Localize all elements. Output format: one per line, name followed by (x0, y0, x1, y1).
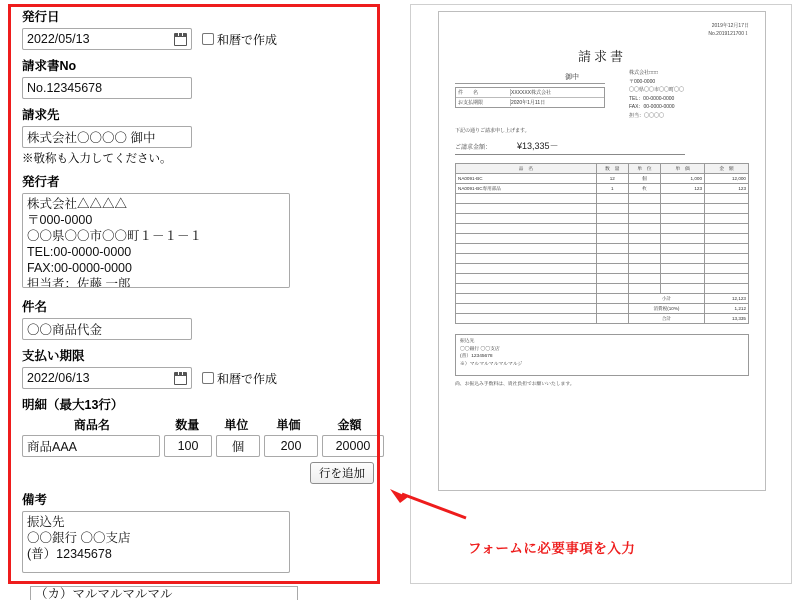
doc-col-name: 品 名 (456, 164, 597, 174)
issuer-label: 発行者 (22, 175, 60, 189)
due-date-wareki-label: 和暦で作成 (217, 371, 278, 386)
doc-summary-value: 1,212 (705, 304, 749, 314)
doc-col-amount: 金 額 (705, 164, 749, 174)
doc-issuer-line: FAX：00-0000-0000 (629, 104, 675, 110)
invoice-no-field (22, 59, 382, 99)
doc-bank-box (455, 334, 749, 376)
detail-amount-input[interactable] (322, 435, 384, 457)
due-date-label: 支払い期限 (22, 349, 85, 363)
doc-col-qty: 数 量 (596, 164, 628, 174)
doc-issuer-line: TEL：00-0000-0000 (629, 95, 675, 102)
due-date-field (22, 349, 382, 389)
doc-bank-line: 振込先 (460, 339, 475, 344)
doc-meta-value: XXXXXX株式会社 (511, 90, 552, 96)
doc-summary-row (456, 304, 749, 314)
doc-total-line (455, 139, 685, 155)
detail-name-input[interactable] (22, 435, 160, 457)
doc-meta-box (455, 87, 605, 108)
doc-item-row-empty (456, 194, 749, 204)
remarks-field (22, 493, 382, 576)
due-date-value: 2022/06/13 (27, 371, 90, 385)
doc-item-unit: 枚 (628, 184, 660, 194)
doc-item-name: NA0091-BC (456, 174, 597, 184)
doc-title: 請求書 (577, 49, 626, 64)
doc-date: 2019年12月17日 (711, 23, 749, 29)
bill-to-label: 請求先 (22, 108, 60, 122)
subject-label: 件名 (22, 300, 48, 314)
doc-item-row-empty (456, 264, 749, 274)
doc-total-label: ご請求金額： (455, 145, 492, 151)
doc-item-row-empty (456, 224, 749, 234)
checkbox-box-icon[interactable] (202, 33, 214, 45)
detail-price-input[interactable] (264, 435, 318, 457)
doc-item-row-empty (456, 214, 749, 224)
calendar-icon[interactable] (174, 372, 187, 385)
doc-total-value: ¥13,335－ (517, 141, 559, 151)
subject-input[interactable] (22, 318, 192, 340)
doc-bank-line: (普）12345678 (460, 354, 493, 359)
doc-meta-row (456, 98, 604, 107)
doc-greeting: 下記の通りご請求申し上げます。 (455, 128, 530, 134)
doc-item-row-empty (456, 274, 749, 284)
details-section (22, 398, 382, 484)
annotation-arrow-icon (388, 484, 468, 524)
doc-header-right (455, 22, 749, 38)
bottom-clipped-input[interactable]: （カ）マルマルマルマル (30, 586, 298, 600)
doc-items-table (455, 163, 749, 324)
remarks-label: 備考 (22, 493, 48, 507)
doc-item-row (456, 174, 749, 184)
doc-meta-value: 2020年1月11日 (511, 100, 546, 106)
doc-col-unit: 単 位 (628, 164, 660, 174)
doc-to-suffix: 御中 (565, 74, 579, 81)
doc-item-row (456, 184, 749, 194)
due-date-wareki-checkbox[interactable] (202, 370, 277, 387)
doc-issuer-line: 担当：〇〇〇〇 (629, 112, 665, 119)
doc-issuer-line: 〇〇県〇〇市〇〇町〇〇 (629, 87, 685, 93)
doc-summary-value: 12,123 (705, 294, 749, 304)
col-header-unit: 単位 (224, 418, 249, 432)
doc-item-qty: 1 (596, 184, 628, 194)
doc-issuer-line: 株式会社□□□ (629, 70, 659, 76)
issue-date-field (22, 10, 382, 50)
issue-date-wareki-checkbox[interactable] (202, 31, 277, 48)
checkbox-box-icon[interactable] (202, 372, 214, 384)
doc-meta-key: 件 名 (458, 89, 511, 96)
doc-meta-key: お支払期限 (458, 99, 511, 106)
doc-item-row-empty (456, 204, 749, 214)
doc-number: No.2019121700１ (708, 31, 749, 37)
issuer-textarea[interactable] (22, 193, 290, 288)
invoice-form (8, 2, 378, 600)
doc-item-unit: 個 (628, 174, 660, 184)
issue-date-input[interactable] (22, 28, 192, 50)
doc-summary-value: 13,335 (705, 314, 749, 324)
detail-unit-input[interactable] (216, 435, 260, 457)
col-header-amount: 金額 (337, 418, 362, 432)
bill-to-field (22, 108, 382, 166)
subject-field (22, 300, 382, 340)
doc-item-amount: 123 (705, 184, 749, 194)
details-label: 明細（最大13行） (22, 398, 124, 412)
doc-item-row-empty (456, 244, 749, 254)
doc-bank-line: ※）マルマルマルマルマルジ (460, 361, 523, 367)
doc-summary-label: 消費税(10%) (628, 304, 704, 314)
bill-to-input[interactable] (22, 126, 192, 148)
issue-date-wareki-label: 和暦で作成 (217, 32, 278, 47)
due-date-input[interactable] (22, 367, 192, 389)
doc-to-block (455, 69, 605, 120)
doc-items-header (456, 164, 749, 174)
doc-item-row-empty (456, 254, 749, 264)
doc-meta-row (456, 88, 604, 98)
invoice-no-input[interactable] (22, 77, 192, 99)
col-header-price: 単価 (276, 418, 301, 432)
remarks-textarea[interactable] (22, 511, 290, 573)
issue-date-value: 2022/05/13 (27, 32, 90, 46)
doc-summary-row (456, 294, 749, 304)
doc-item-price: 123 (661, 184, 705, 194)
doc-item-amount: 12,000 (705, 174, 749, 184)
invoice-no-label: 請求書No (22, 59, 77, 73)
col-header-qty: 数量 (175, 418, 200, 432)
annotation-text: フォームに必要事項を入力 (468, 541, 636, 556)
calendar-icon[interactable] (174, 33, 187, 46)
doc-bank-line: 〇〇銀行 〇〇支店 (460, 346, 500, 352)
doc-summary-label: 合計 (628, 314, 704, 324)
doc-item-row-empty (456, 234, 749, 244)
issuer-field (22, 175, 382, 291)
col-header-name: 商品名 (73, 418, 110, 432)
doc-issuer-block (629, 69, 749, 120)
doc-to-line (455, 69, 605, 84)
doc-item-price: 1,000 (661, 174, 705, 184)
doc-item-qty: 12 (596, 174, 628, 184)
issue-date-label: 発行日 (22, 10, 60, 24)
doc-col-price: 単 価 (661, 164, 705, 174)
detail-qty-input[interactable] (164, 435, 212, 457)
detail-row (22, 435, 382, 457)
doc-summary-row (456, 314, 749, 324)
bill-to-note: ※敬称も入力してください。 (22, 153, 172, 165)
add-row-button[interactable]: 行を追加 (310, 462, 374, 484)
doc-item-name: NA0091-BC専用部品 (456, 184, 597, 194)
doc-summary-label: 小計 (628, 294, 704, 304)
doc-item-row-empty (456, 284, 749, 294)
details-header-row (22, 416, 382, 433)
doc-issuer-line: 〒000-0000 (629, 78, 656, 85)
invoice-document (438, 11, 766, 491)
doc-footnote: 尚、お振込み手数料は、貴社負担でお願いいたします。 (455, 382, 575, 387)
